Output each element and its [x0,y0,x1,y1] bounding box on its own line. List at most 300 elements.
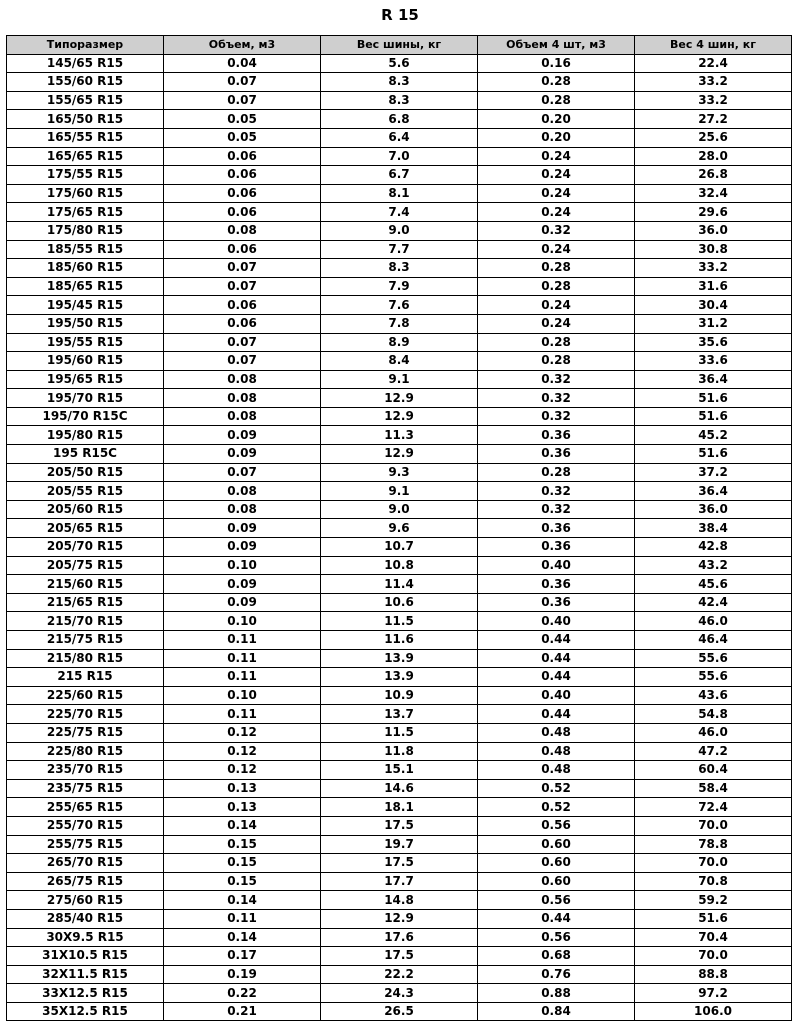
table-row [7,891,792,910]
weight-cell: 8.3 [321,73,478,92]
volume-cell: 0.09 [164,519,321,538]
table-row [7,370,792,389]
volume-4-cell: 0.56 [478,891,635,910]
weight-cell: 7.0 [321,147,478,166]
volume-4-cell: 0.24 [478,166,635,185]
volume-4-cell: 0.56 [478,928,635,947]
weight-cell: 14.8 [321,891,478,910]
size-cell: 225/80 R15 [7,742,164,761]
weight-4-cell: 72.4 [635,798,792,817]
table-row [7,296,792,315]
volume-4-cell: 0.28 [478,91,635,110]
table-row [7,593,792,612]
volume-4-cell: 0.32 [478,482,635,501]
volume-cell: 0.04 [164,54,321,73]
weight-4-cell: 55.6 [635,649,792,668]
weight-4-cell: 33.2 [635,91,792,110]
weight-cell: 17.5 [321,816,478,835]
table-row [7,761,792,780]
table-row [7,463,792,482]
weight-4-cell: 70.0 [635,854,792,873]
weight-cell: 8.3 [321,91,478,110]
weight-4-cell: 29.6 [635,203,792,222]
table-row [7,928,792,947]
size-cell: 225/75 R15 [7,723,164,742]
size-cell: 265/75 R15 [7,872,164,891]
volume-4-cell: 0.28 [478,277,635,296]
size-cell: 255/65 R15 [7,798,164,817]
weight-4-cell: 33.2 [635,73,792,92]
volume-cell: 0.11 [164,705,321,724]
size-cell: 32X11.5 R15 [7,965,164,984]
volume-cell: 0.08 [164,482,321,501]
size-cell: 195/65 R15 [7,370,164,389]
volume-cell: 0.09 [164,575,321,594]
weight-4-cell: 42.8 [635,538,792,557]
weight-cell: 12.9 [321,909,478,928]
volume-cell: 0.07 [164,352,321,371]
volume-4-cell: 0.60 [478,872,635,891]
volume-cell: 0.07 [164,73,321,92]
volume-cell: 0.07 [164,277,321,296]
volume-4-cell: 0.44 [478,909,635,928]
size-cell: 235/75 R15 [7,779,164,798]
volume-cell: 0.19 [164,965,321,984]
volume-4-cell: 0.24 [478,147,635,166]
weight-4-cell: 36.0 [635,500,792,519]
weight-4-cell: 45.6 [635,575,792,594]
weight-cell: 19.7 [321,835,478,854]
size-cell: 225/60 R15 [7,686,164,705]
weight-4-cell: 51.6 [635,407,792,426]
weight-4-cell: 31.2 [635,314,792,333]
volume-cell: 0.07 [164,259,321,278]
volume-cell: 0.12 [164,723,321,742]
table-row [7,556,792,575]
weight-cell: 13.9 [321,649,478,668]
weight-4-cell: 37.2 [635,463,792,482]
size-cell: 33X12.5 R15 [7,984,164,1003]
table-row [7,723,792,742]
volume-4-cell: 0.44 [478,705,635,724]
volume-4-cell: 0.28 [478,259,635,278]
weight-4-cell: 59.2 [635,891,792,910]
weight-4-cell: 28.0 [635,147,792,166]
weight-cell: 8.9 [321,333,478,352]
size-cell: 205/55 R15 [7,482,164,501]
volume-4-cell: 0.56 [478,816,635,835]
size-cell: 195/70 R15C [7,407,164,426]
table-row [7,947,792,966]
table-row [7,314,792,333]
weight-4-cell: 32.4 [635,184,792,203]
table-row [7,445,792,464]
weight-4-cell: 70.4 [635,928,792,947]
weight-cell: 17.7 [321,872,478,891]
volume-4-cell: 0.44 [478,631,635,650]
volume-cell: 0.08 [164,500,321,519]
size-cell: 255/70 R15 [7,816,164,835]
volume-4-cell: 0.48 [478,761,635,780]
weight-cell: 6.7 [321,166,478,185]
volume-cell: 0.09 [164,426,321,445]
size-cell: 185/60 R15 [7,259,164,278]
weight-4-cell: 54.8 [635,705,792,724]
volume-4-cell: 0.16 [478,54,635,73]
table-row [7,965,792,984]
volume-4-cell: 0.44 [478,668,635,687]
weight-4-cell: 47.2 [635,742,792,761]
weight-4-cell: 22.4 [635,54,792,73]
weight-4-cell: 36.4 [635,370,792,389]
volume-4-cell: 0.36 [478,538,635,557]
weight-4-cell: 46.0 [635,612,792,631]
volume-cell: 0.06 [164,166,321,185]
weight-cell: 10.9 [321,686,478,705]
volume-cell: 0.10 [164,686,321,705]
table-row [7,612,792,631]
size-cell: 175/80 R15 [7,221,164,240]
column-header-volume: Объем, м3 [164,36,321,55]
weight-cell: 15.1 [321,761,478,780]
tire-spec-table [6,35,792,1021]
weight-cell: 7.8 [321,314,478,333]
weight-4-cell: 27.2 [635,110,792,129]
volume-cell: 0.05 [164,128,321,147]
table-row [7,91,792,110]
volume-cell: 0.13 [164,779,321,798]
weight-cell: 6.4 [321,128,478,147]
size-cell: 195/45 R15 [7,296,164,315]
weight-cell: 11.8 [321,742,478,761]
weight-cell: 11.3 [321,426,478,445]
table-row [7,835,792,854]
volume-4-cell: 0.60 [478,835,635,854]
table-row [7,816,792,835]
volume-cell: 0.10 [164,612,321,631]
weight-cell: 12.9 [321,407,478,426]
weight-cell: 11.5 [321,723,478,742]
volume-4-cell: 0.88 [478,984,635,1003]
size-cell: 175/60 R15 [7,184,164,203]
column-header-weight: Вес шины, кг [321,36,478,55]
size-cell: 205/50 R15 [7,463,164,482]
size-cell: 225/70 R15 [7,705,164,724]
volume-cell: 0.12 [164,742,321,761]
volume-cell: 0.11 [164,649,321,668]
size-cell: 215/70 R15 [7,612,164,631]
size-cell: 195 R15C [7,445,164,464]
weight-cell: 13.7 [321,705,478,724]
volume-4-cell: 0.24 [478,296,635,315]
size-cell: 195/60 R15 [7,352,164,371]
weight-4-cell: 30.4 [635,296,792,315]
weight-4-cell: 46.0 [635,723,792,742]
volume-cell: 0.07 [164,333,321,352]
volume-cell: 0.07 [164,91,321,110]
volume-cell: 0.08 [164,407,321,426]
table-row [7,649,792,668]
size-cell: 195/80 R15 [7,426,164,445]
volume-cell: 0.08 [164,389,321,408]
volume-cell: 0.06 [164,296,321,315]
weight-cell: 8.3 [321,259,478,278]
table-row [7,668,792,687]
table-row [7,984,792,1003]
weight-4-cell: 26.8 [635,166,792,185]
weight-4-cell: 51.6 [635,389,792,408]
table-row [7,147,792,166]
size-cell: 215/80 R15 [7,649,164,668]
size-cell: 205/70 R15 [7,538,164,557]
table-body [7,54,792,1021]
volume-4-cell: 0.20 [478,110,635,129]
size-cell: 215/60 R15 [7,575,164,594]
weight-cell: 9.1 [321,482,478,501]
weight-4-cell: 45.2 [635,426,792,445]
volume-cell: 0.15 [164,854,321,873]
volume-4-cell: 0.36 [478,593,635,612]
size-cell: 185/65 R15 [7,277,164,296]
size-cell: 205/65 R15 [7,519,164,538]
volume-cell: 0.14 [164,891,321,910]
size-cell: 195/50 R15 [7,314,164,333]
table-row [7,333,792,352]
volume-cell: 0.09 [164,593,321,612]
table-row [7,779,792,798]
table-row [7,128,792,147]
weight-cell: 24.3 [321,984,478,1003]
weight-4-cell: 33.2 [635,259,792,278]
volume-4-cell: 0.36 [478,575,635,594]
weight-4-cell: 58.4 [635,779,792,798]
weight-cell: 7.9 [321,277,478,296]
table-row [7,240,792,259]
weight-cell: 9.0 [321,221,478,240]
column-header-weight-4: Вес 4 шин, кг [635,36,792,55]
weight-cell: 13.9 [321,668,478,687]
weight-4-cell: 36.4 [635,482,792,501]
table-row [7,872,792,891]
table-row [7,482,792,501]
table-row [7,742,792,761]
volume-4-cell: 0.36 [478,445,635,464]
volume-cell: 0.06 [164,240,321,259]
volume-4-cell: 0.60 [478,854,635,873]
table-row [7,352,792,371]
table-row [7,203,792,222]
size-cell: 145/65 R15 [7,54,164,73]
volume-4-cell: 0.76 [478,965,635,984]
column-header-volume-4: Объем 4 шт, м3 [478,36,635,55]
size-cell: 31X10.5 R15 [7,947,164,966]
weight-cell: 10.7 [321,538,478,557]
volume-4-cell: 0.40 [478,686,635,705]
volume-cell: 0.09 [164,538,321,557]
volume-cell: 0.13 [164,798,321,817]
size-cell: 285/40 R15 [7,909,164,928]
table-row [7,54,792,73]
weight-cell: 17.5 [321,947,478,966]
volume-4-cell: 0.28 [478,463,635,482]
size-cell: 205/60 R15 [7,500,164,519]
table-row [7,259,792,278]
weight-cell: 11.4 [321,575,478,594]
weight-4-cell: 25.6 [635,128,792,147]
weight-cell: 17.6 [321,928,478,947]
table-row [7,221,792,240]
volume-4-cell: 0.28 [478,352,635,371]
volume-cell: 0.05 [164,110,321,129]
size-cell: 165/65 R15 [7,147,164,166]
volume-4-cell: 0.32 [478,500,635,519]
weight-cell: 10.6 [321,593,478,612]
size-cell: 165/55 R15 [7,128,164,147]
volume-cell: 0.17 [164,947,321,966]
volume-4-cell: 0.36 [478,426,635,445]
weight-cell: 10.8 [321,556,478,575]
table-row [7,705,792,724]
size-cell: 205/75 R15 [7,556,164,575]
table-row [7,686,792,705]
weight-4-cell: 38.4 [635,519,792,538]
table-row [7,73,792,92]
weight-4-cell: 35.6 [635,333,792,352]
size-cell: 195/70 R15 [7,389,164,408]
weight-4-cell: 43.6 [635,686,792,705]
volume-cell: 0.10 [164,556,321,575]
weight-cell: 9.0 [321,500,478,519]
weight-cell: 6.8 [321,110,478,129]
volume-cell: 0.14 [164,816,321,835]
size-cell: 255/75 R15 [7,835,164,854]
volume-4-cell: 0.24 [478,184,635,203]
table-row [7,909,792,928]
weight-4-cell: 70.0 [635,947,792,966]
volume-cell: 0.06 [164,314,321,333]
weight-cell: 9.1 [321,370,478,389]
size-cell: 35X12.5 R15 [7,1002,164,1021]
table-row [7,631,792,650]
volume-cell: 0.11 [164,668,321,687]
weight-cell: 17.5 [321,854,478,873]
size-cell: 155/60 R15 [7,73,164,92]
volume-cell: 0.06 [164,147,321,166]
volume-cell: 0.15 [164,872,321,891]
weight-4-cell: 55.6 [635,668,792,687]
size-cell: 155/65 R15 [7,91,164,110]
volume-4-cell: 0.20 [478,128,635,147]
volume-4-cell: 0.32 [478,370,635,389]
weight-cell: 14.6 [321,779,478,798]
weight-cell: 9.6 [321,519,478,538]
weight-4-cell: 31.6 [635,277,792,296]
column-header-size: Типоразмер [7,36,164,55]
volume-4-cell: 0.32 [478,221,635,240]
volume-4-cell: 0.28 [478,73,635,92]
volume-cell: 0.06 [164,184,321,203]
weight-cell: 8.1 [321,184,478,203]
size-cell: 185/55 R15 [7,240,164,259]
weight-cell: 7.4 [321,203,478,222]
weight-4-cell: 106.0 [635,1002,792,1021]
volume-cell: 0.07 [164,463,321,482]
table-row [7,166,792,185]
weight-cell: 11.6 [321,631,478,650]
weight-cell: 8.4 [321,352,478,371]
page-title: R 15 [381,6,419,24]
size-cell: 215/65 R15 [7,593,164,612]
volume-4-cell: 0.84 [478,1002,635,1021]
weight-4-cell: 88.8 [635,965,792,984]
weight-cell: 26.5 [321,1002,478,1021]
weight-4-cell: 46.4 [635,631,792,650]
volume-cell: 0.14 [164,928,321,947]
volume-cell: 0.15 [164,835,321,854]
volume-cell: 0.12 [164,761,321,780]
table-row [7,389,792,408]
volume-4-cell: 0.48 [478,723,635,742]
volume-cell: 0.08 [164,221,321,240]
table-row [7,110,792,129]
size-cell: 275/60 R15 [7,891,164,910]
weight-4-cell: 33.6 [635,352,792,371]
table-row [7,798,792,817]
volume-4-cell: 0.40 [478,612,635,631]
volume-4-cell: 0.44 [478,649,635,668]
volume-4-cell: 0.32 [478,407,635,426]
weight-4-cell: 78.8 [635,835,792,854]
volume-4-cell: 0.28 [478,333,635,352]
weight-4-cell: 97.2 [635,984,792,1003]
volume-4-cell: 0.68 [478,947,635,966]
volume-4-cell: 0.48 [478,742,635,761]
table-row [7,538,792,557]
weight-cell: 7.6 [321,296,478,315]
table-row [7,519,792,538]
weight-4-cell: 42.4 [635,593,792,612]
size-cell: 195/55 R15 [7,333,164,352]
table-row [7,184,792,203]
table-row [7,1002,792,1021]
weight-cell: 7.7 [321,240,478,259]
volume-4-cell: 0.52 [478,779,635,798]
size-cell: 215/75 R15 [7,631,164,650]
volume-4-cell: 0.24 [478,240,635,259]
volume-cell: 0.08 [164,370,321,389]
size-cell: 265/70 R15 [7,854,164,873]
table-row [7,500,792,519]
weight-4-cell: 60.4 [635,761,792,780]
volume-cell: 0.21 [164,1002,321,1021]
size-cell: 165/50 R15 [7,110,164,129]
volume-4-cell: 0.36 [478,519,635,538]
weight-cell: 12.9 [321,389,478,408]
table-row [7,575,792,594]
weight-cell: 22.2 [321,965,478,984]
size-cell: 215 R15 [7,668,164,687]
weight-4-cell: 36.0 [635,221,792,240]
weight-4-cell: 43.2 [635,556,792,575]
weight-4-cell: 51.6 [635,445,792,464]
volume-cell: 0.11 [164,631,321,650]
weight-cell: 9.3 [321,463,478,482]
weight-4-cell: 51.6 [635,909,792,928]
volume-cell: 0.09 [164,445,321,464]
volume-4-cell: 0.40 [478,556,635,575]
table-row [7,426,792,445]
weight-4-cell: 70.8 [635,872,792,891]
